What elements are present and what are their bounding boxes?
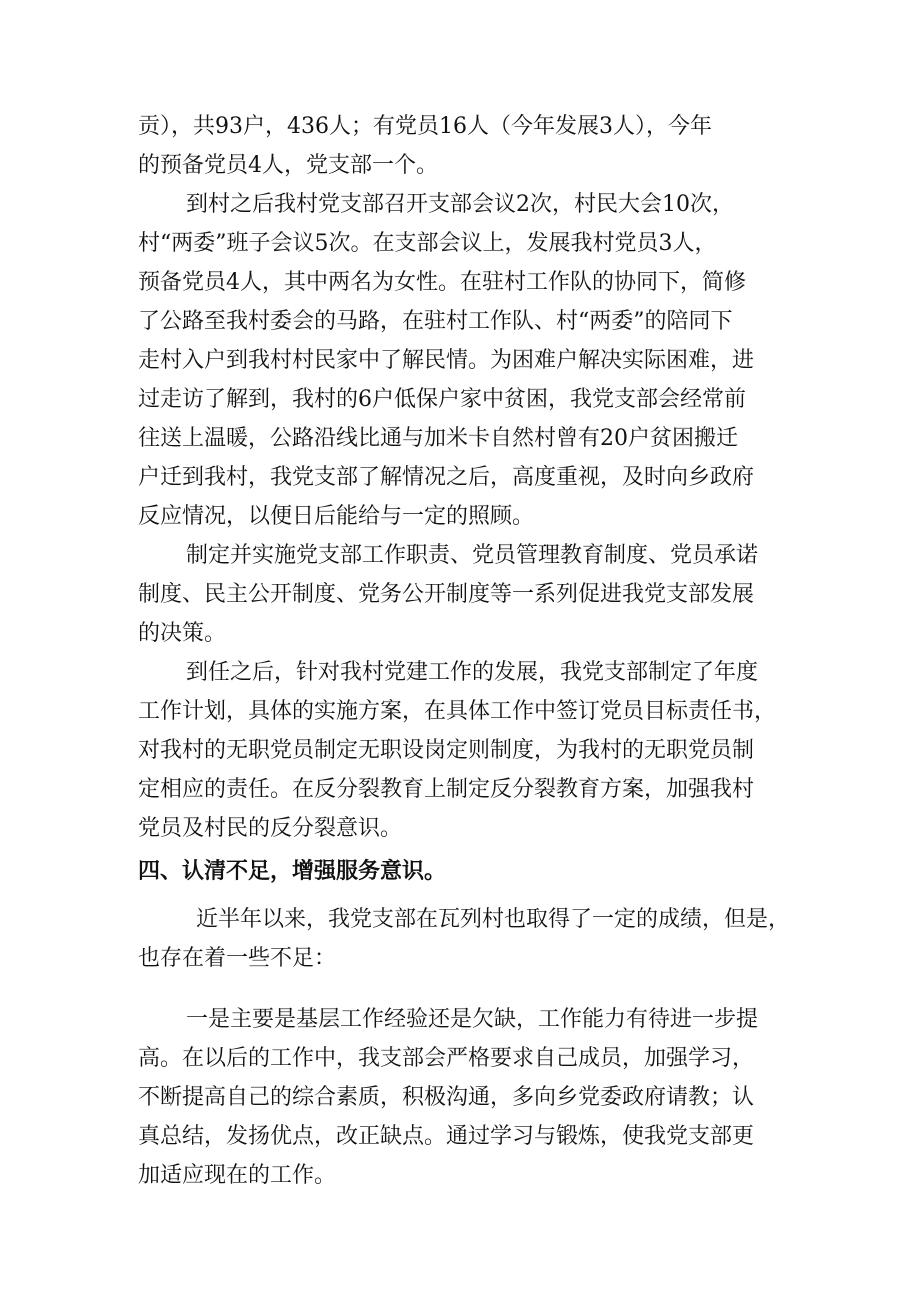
paragraph-text: 村“两委”班子会议5次。在支部会议上，发展我村党员3人， bbox=[138, 231, 717, 256]
paragraph-line bbox=[0, 1078, 920, 1118]
paragraph-text: 的预备党员4人，党支部一个。 bbox=[138, 153, 438, 178]
paragraph-text: 也存在着一些不足： bbox=[138, 946, 337, 971]
paragraph-line bbox=[0, 263, 920, 303]
paragraph-text: 了公路至我村委会的马路，在驻村工作队、村“两委”的陪同下 bbox=[138, 309, 733, 334]
paragraph-text: 高。在以后的工作中，我支部会严格要求自己成员，加强学习， bbox=[138, 1046, 755, 1071]
paragraph-text: 党员及村民的反分裂意识。 bbox=[138, 816, 403, 841]
paragraph-text: 反应情况，以便日后能给与一定的照顾。 bbox=[138, 504, 535, 529]
paragraph-line bbox=[0, 419, 920, 459]
paragraph-text: 往送上温暖，公路沿线比通与加米卡自然村曾有20户贫困搬迁 bbox=[138, 426, 738, 451]
paragraph-text: 到任之后，针对我村党建工作的发展，我党支部制定了年度 bbox=[186, 660, 759, 685]
paragraph-line bbox=[0, 146, 920, 186]
paragraph-line bbox=[0, 653, 920, 693]
paragraph-line bbox=[0, 107, 920, 147]
paragraph-text: 走村入户到我村村民家中了解民情。为困难户解决实际困难，进 bbox=[138, 348, 755, 373]
paragraph-line bbox=[0, 1117, 920, 1157]
paragraph-line bbox=[0, 1156, 920, 1196]
paragraph-line bbox=[0, 575, 920, 615]
paragraph-text: 对我村的无职党员制定无职设岗定则制度，为我村的无职党员制 bbox=[138, 738, 755, 763]
paragraph-line bbox=[0, 380, 920, 420]
paragraph-text: 到村之后我村党支部召开支部会议2次，村民大会10次， bbox=[186, 192, 734, 217]
paragraph-line bbox=[0, 939, 920, 979]
paragraph-text: 贡），共93户，436人；有党员16人（今年发展3人），今年 bbox=[138, 114, 712, 139]
paragraph-text: 不断提高自己的综合素质，积极沟通，多向乡党委政府请教；认 bbox=[138, 1085, 755, 1110]
paragraph-line bbox=[0, 224, 920, 264]
paragraph-line bbox=[0, 692, 920, 732]
paragraph-line bbox=[0, 1039, 920, 1079]
paragraph-text: 制定并实施党支部工作职责、党员管理教育制度、党员承诺 bbox=[186, 543, 759, 568]
paragraph-text: 真总结，发扬优点，改正缺点。通过学习与锻炼，使我党支部更 bbox=[138, 1124, 755, 1149]
paragraph-text: 预备党员4人，其中两名为女性。在驻村工作队的协同下，简修 bbox=[138, 270, 746, 295]
paragraph-text: 户迁到我村，我党支部了解情况之后，高度重视，及时向乡政府 bbox=[138, 465, 755, 490]
paragraph-line bbox=[0, 770, 920, 810]
paragraph-line bbox=[0, 1000, 920, 1040]
paragraph-text: 制度、民主公开制度、党务公开制度等一系列促进我党支部发展 bbox=[138, 582, 755, 607]
paragraph-line bbox=[0, 614, 920, 654]
paragraph-text: 一是主要是基层工作经验还是欠缺，工作能力有待进一步提 bbox=[186, 1007, 759, 1032]
paragraph-line bbox=[0, 302, 920, 342]
paragraph-line bbox=[0, 900, 920, 940]
paragraph-line bbox=[0, 536, 920, 576]
paragraph-line bbox=[0, 185, 920, 225]
paragraph-line bbox=[0, 731, 920, 771]
paragraph-line bbox=[0, 458, 920, 498]
section-heading bbox=[0, 852, 920, 892]
paragraph-text: 近半年以来，我党支部在瓦列村也取得了一定的成绩，但是， bbox=[196, 907, 791, 932]
paragraph-text: 过走访了解到，我村的6户低保户家中贫困，我党支部会经常前 bbox=[138, 387, 746, 412]
section-heading-text: 四、认清不足，增强服务意识。 bbox=[138, 859, 447, 884]
paragraph-text: 的决策。 bbox=[138, 621, 227, 646]
paragraph-text: 工作计划，具体的实施方案，在具体工作中签订党员目标责任书， bbox=[138, 699, 777, 724]
paragraph-text: 加适应现在的工作。 bbox=[138, 1163, 337, 1188]
paragraph-line bbox=[0, 809, 920, 849]
paragraph-line bbox=[0, 341, 920, 381]
paragraph-line bbox=[0, 497, 920, 537]
paragraph-text: 定相应的责任。在反分裂教育上制定反分裂教育方案，加强我村 bbox=[138, 777, 755, 802]
